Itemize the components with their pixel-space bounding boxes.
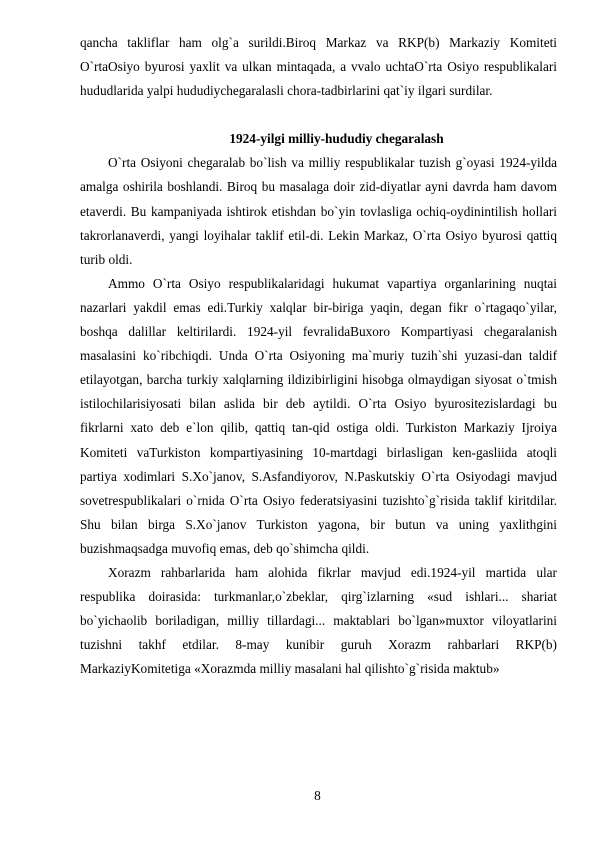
section-spacer xyxy=(80,103,557,127)
paragraph-1: O`rta Osiyoni chegaralab bo`lish va milliy respublikalar tuzish g`oyasi 1924-yilda amalga oshirila boshlandi. Biroq bu masalaga doir zid-diyatlar ayni davrda ham davom etaverdi. Bu kampaniyada ishtirok etishdan bo`yin tovlasliga ochiq-oydinintilish hollari takrorlanaverdi, yangi loyihalar taklif etil-di. Lekin Markaz, O`rta Osiyo byurosi qattiq turib oldi. xyxy=(80,155,557,267)
section-heading: 1924-yilgi milliy-hududiy chegaralash xyxy=(229,131,444,147)
document-page xyxy=(80,31,557,681)
intro-paragraph: qancha takliflar ham olg`a surildi.Biroq Markaz va RKP(b) Markaziy Komiteti O`rtaOsiyo byurosi yaxlit va ulkan mintaqada, a vvalo uchtaO`rta Osiyo respublikalari hududlarida yalpi hududiychegaralasli chora-tadbirlarini qat`iy ilgari surdilar. xyxy=(80,35,557,99)
page-number: 8 xyxy=(314,788,321,803)
paragraph-2: Ammo O`rta Osiyo respublikalaridagi hukumat vapartiya organlarining nuqtai nazarlari yakdil emas edi.Turkiy xalqlar bir-biriga yaqin, degan fikr o`rtagaqo`yilar, boshqa dalillar keltirilardi. 1924-yil fevralidaBuxoro Kompartiyasi chegaralanish masalasini ko`ribchiqdi. Unda O`rta Osiyoning ma`muriy tuzih`shi yuzasi-dan taldif etilayotgan, barcha turkiy xalqlarning ildizibirligini hisobga olmaydigan siyosat o`tmish istilochilarisiyosati bilan aslida bir deb aytildi. O`rta Osiyo byurositezislardagi bu fikrlarni xato deb e`lon qilib, qattiq tan-qid ostiga oldi. Turkiston Markaziy Ijroiya Komiteti vaTurkiston kompartiyasining 10-martdagi birlasligan ken-gasliida atoqli partiya xodimlari S.Xo`janov, S.Asfandiyorov, N.Paskutskiy O`rta Osiyodagi mavjud sovetrespublikalari o`rnida O`rta Osiyo federatsiyasini tuzishto`g`risida taklif kiritdilar. Shu bilan birga S.Xo`janov Turkiston yagona, bir butun va uning yaxlithgini buzishmaqsadga muvofiq emas, deb qo`shimcha qildi. xyxy=(80,275,557,556)
paragraph-3: Xorazm rahbarlarida ham alohida fikrlar mavjud edi.1924-yil martida ular respublika doirasida: turkmanlar,o`zbeklar, qirg`izlarning «sud ishlari... shariat bo`yichaolib boriladigan, milliy tillardagi... maktablari bo`lgan»muxtor viloyatlarini tuzishni takhf etdilar. 8-may kunibir guruh Xorazm rahbarlari RKP(b) MarkaziyKomitetiga «Xorazmda milliy masalani hal qilishto`g`risida maktub» xyxy=(80,564,557,677)
